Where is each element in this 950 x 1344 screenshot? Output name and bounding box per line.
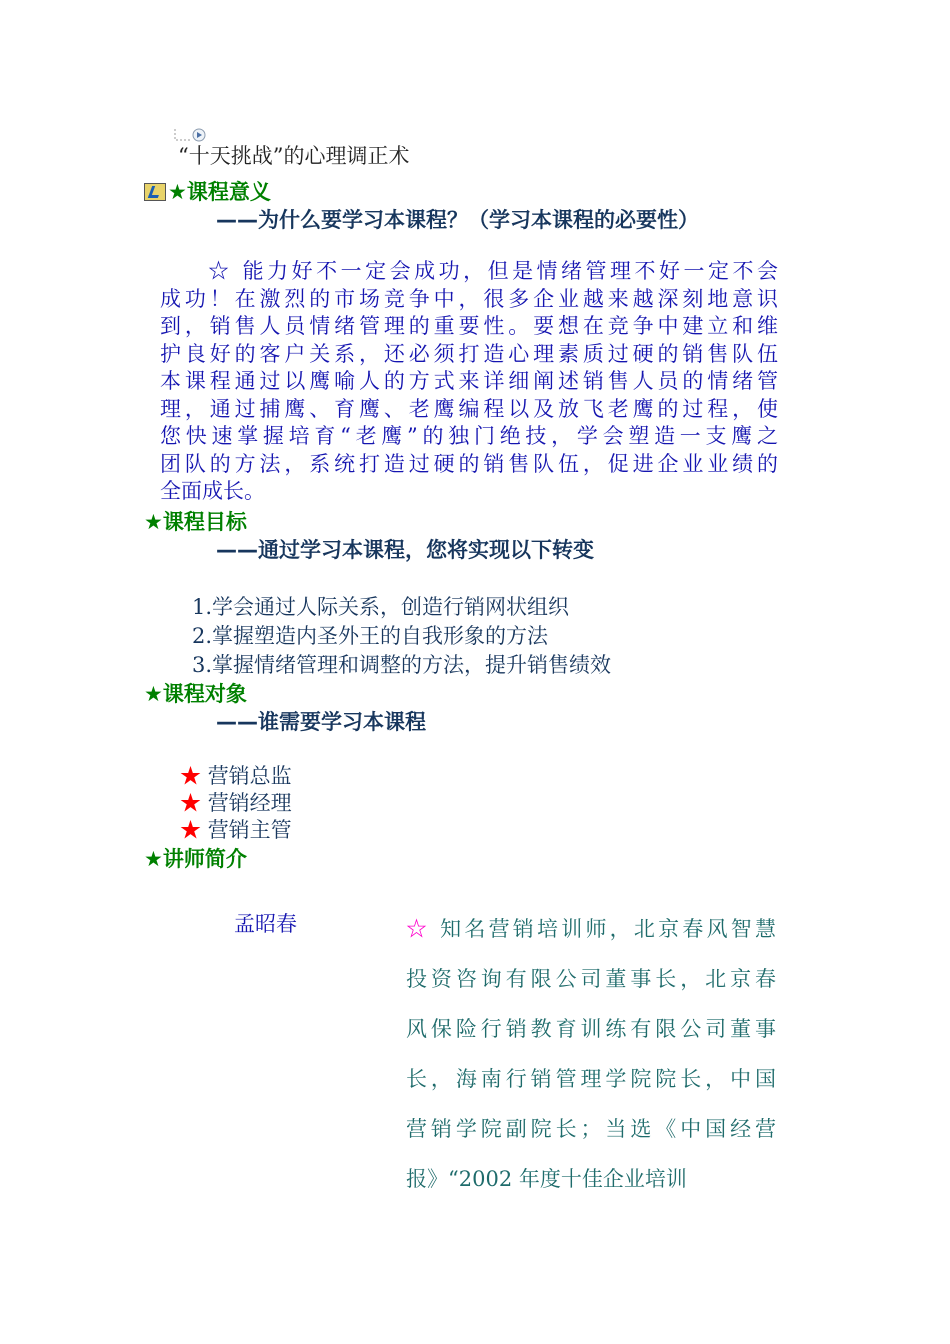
bio-line: 投资咨询有限公司董事长，北京春 — [406, 967, 776, 991]
lecturer-name: 孟昭春 — [234, 912, 297, 936]
paragraph-line: 护良好的客户关系，还必须打造心理素质过硬的销售队伍 — [160, 341, 778, 366]
paragraph-line: 到，销售人员情绪管理的重要性。要想在竞争中建立和维 — [160, 314, 778, 338]
bio-line: 报》“2002 年度十佳企业培训 — [406, 1167, 687, 1191]
section-subtitle-meaning: ——为什么要学习本课程？（学习本课程的必要性） — [216, 208, 699, 232]
heading-star: ★ — [168, 180, 187, 204]
heading-text: 课程意义 — [186, 180, 271, 204]
toc-link[interactable]: “十天挑战”的心理调正术 — [178, 144, 410, 168]
bio-line: 风保险行销教育训练有限公司董事 — [406, 1017, 776, 1041]
paragraph-line: 理，通过捕鹰、育鹰、老鹰编程以及放飞老鹰的过程，使 — [160, 396, 778, 421]
red-star-icon: ★ — [180, 818, 201, 842]
section-heading-lecturer: ★讲师简介 — [144, 847, 247, 871]
section-heading-meaning — [144, 176, 271, 206]
paragraph-line: 您快速掌握培育“老鹰”的独门绝技，学会塑造一支鹰之 — [160, 424, 778, 448]
section-heading-audience: ★课程对象 — [144, 682, 247, 706]
audience-label: 营销经理 — [207, 791, 292, 815]
goal-item: 3.掌握情绪管理和调整的方法，提升销售绩效 — [192, 653, 612, 677]
section-heading-goals: ★课程目标 — [144, 510, 247, 534]
audience-item — [180, 760, 292, 790]
audience-item — [180, 787, 292, 817]
meaning-paragraph — [160, 258, 778, 506]
red-star-icon: ★ — [180, 791, 201, 815]
lecturer-bio — [406, 904, 776, 1204]
red-star-icon: ★ — [180, 764, 201, 788]
audience-item — [180, 814, 292, 844]
hyperlink-icon[interactable] — [144, 183, 166, 201]
paragraph-line: 团队的方法，系统打造过硬的销售队伍，促进企业业绩的 — [160, 451, 778, 476]
paragraph-line: 全面成长。 — [160, 479, 265, 503]
bio-line — [406, 904, 776, 954]
hollow-star-icon: ☆ — [406, 917, 431, 941]
bio-line: 长，海南行销管理学院院长，中国 — [406, 1067, 776, 1091]
audience-label: 营销总监 — [207, 764, 292, 788]
paragraph-line: 成功！在激烈的市场竞争中，很多企业越来越深刻地意识 — [160, 286, 778, 311]
section-subtitle-goals: ——通过学习本课程，您将实现以下转变 — [216, 538, 594, 562]
bio-text: 知名营销培训师，北京春风智慧 — [440, 917, 777, 941]
goal-item: 2.掌握塑造内圣外王的自我形象的方法 — [192, 624, 549, 648]
section-subtitle-audience: ——谁需要学习本课程 — [216, 710, 426, 734]
bio-line: 营销学院副院长；当选《中国经营 — [406, 1117, 776, 1141]
goal-item: 1.学会通过人际关系，创造行销网状组织 — [192, 595, 570, 619]
audience-label: 营销主管 — [207, 818, 292, 842]
paragraph-line: ☆ 能力好不一定会成功，但是情绪管理不好一定不会 — [208, 259, 778, 283]
paragraph-line: 本课程通过以鹰喻人的方式来详细阐述销售人员的情绪管 — [160, 369, 778, 393]
